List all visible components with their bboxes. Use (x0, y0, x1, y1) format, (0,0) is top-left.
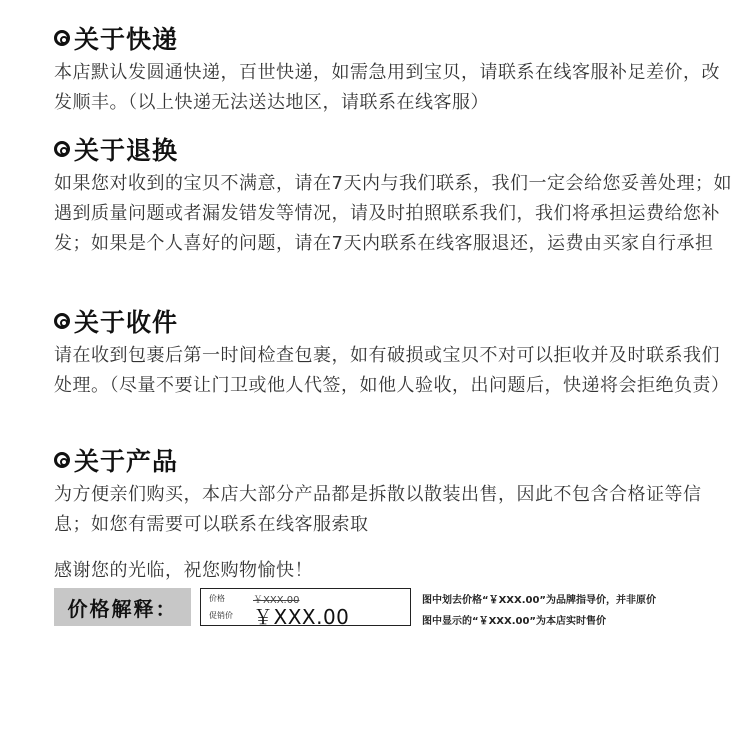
section-products (54, 444, 734, 540)
promo-price-value: ￥XXX.00 (253, 605, 350, 629)
bullseye-icon (54, 30, 70, 46)
price-sample-box (200, 588, 411, 629)
promo-price-tag: 促销价 (209, 611, 233, 620)
price-desc-line2: 图中显示的“￥XXX.00”为本店实时售价 (422, 616, 606, 627)
promo-price-row (209, 601, 349, 630)
section-title: 关于收件 (74, 308, 179, 337)
price-explanation-label: 价格解释： (54, 588, 191, 626)
original-price-tag: 价格 (209, 594, 225, 603)
section-body: 本店默认发圆通快递，百世快递，如需急用到宝贝，请联系在线客服补足差价，改发顺丰。（以上快递无法送达地区，请联系在线客服） (54, 62, 720, 113)
original-price-value: ￥XXX.00 (253, 595, 300, 606)
section-heading (54, 22, 734, 54)
bullseye-icon (54, 452, 70, 468)
section-title: 关于快递 (74, 25, 179, 54)
section-heading (54, 305, 734, 337)
price-desc-line1: 图中划去价格“￥XXX.00”为品牌指导价，并非原价 (422, 595, 656, 606)
section-receiving (54, 305, 734, 401)
section-body: 请在收到包裹后第一时间检查包裹，如有破损或宝贝不对可以拒收并及时联系我们处理。（尽量不要让门卫或他人代签，如他人验收，出问题后，快递将会拒绝负责） (54, 345, 730, 396)
section-heading (54, 444, 734, 476)
section-heading (54, 133, 734, 165)
thanks-message: 感谢您的光临，祝您购物愉快！ (54, 560, 313, 581)
section-body: 为方便亲们购买，本店大部分产品都是拆散以散装出售，因此不包含合格证等信息；如您有需要可以联系在线客服索取 (54, 484, 702, 535)
bullseye-icon (54, 141, 70, 157)
section-returns (54, 133, 734, 259)
section-shipping (54, 22, 734, 118)
price-explanation (54, 588, 694, 628)
section-body: 如果您对收到的宝贝不满意，请在7天内与我们联系，我们一定会给您妥善处理；如遇到质量问题或者漏发错发等情况，请及时拍照联系我们，我们将承担运费给您补发；如果是个人喜好的问题，请在7天内联系在线客服退还，运费由买家自行承担 (54, 173, 732, 254)
section-title: 关于产品 (74, 447, 179, 476)
bullseye-icon (54, 313, 70, 329)
section-title: 关于退换 (74, 136, 179, 165)
